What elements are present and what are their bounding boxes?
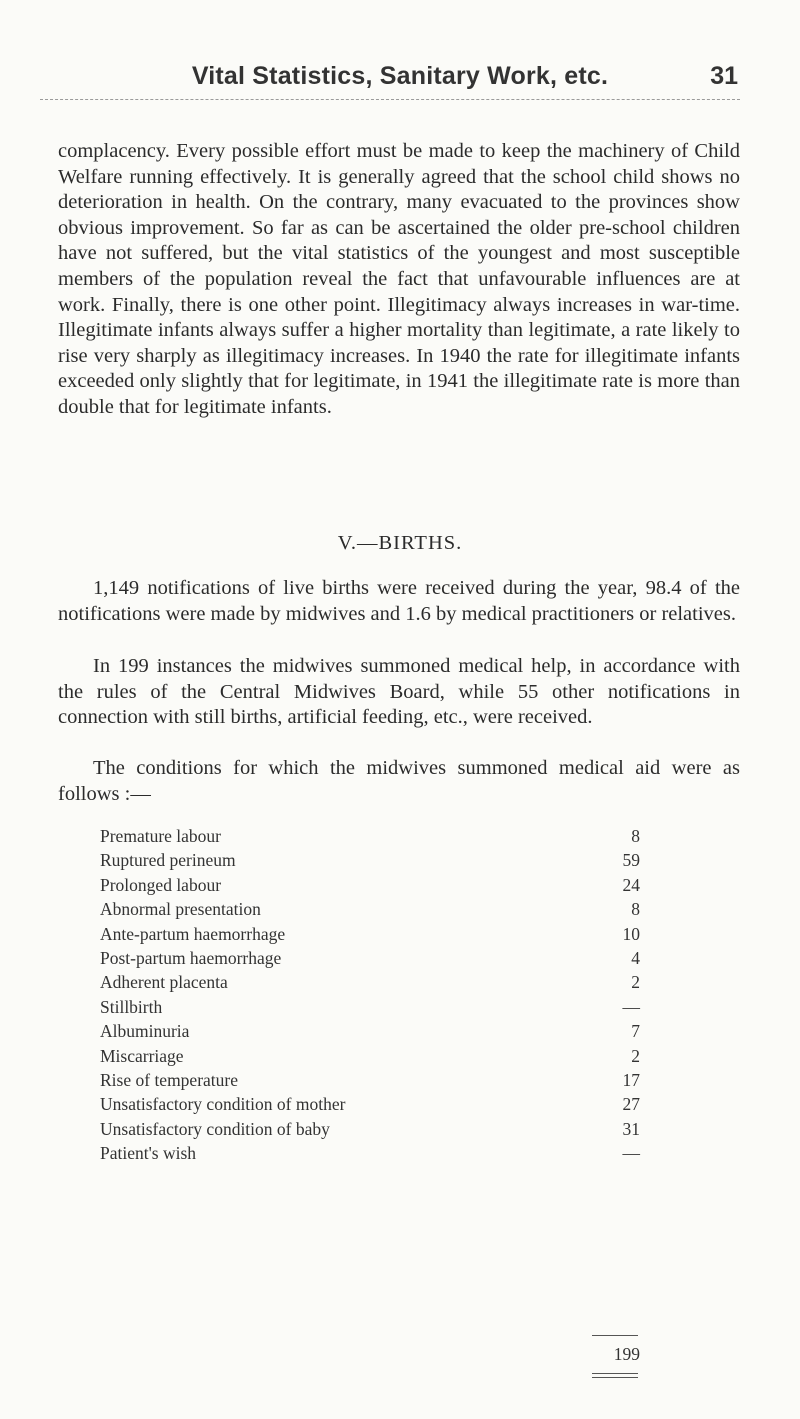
header-rule <box>40 99 740 100</box>
condition-count: — <box>622 996 640 1017</box>
table-row <box>100 1117 640 1141</box>
condition-label: Albuminuria <box>100 1021 190 1042</box>
table-row <box>100 946 640 970</box>
condition-label: Miscarriage <box>100 1045 184 1066</box>
total-rule <box>592 1335 638 1336</box>
table-row <box>100 873 640 897</box>
table-row <box>100 995 640 1019</box>
total-double-rule <box>592 1373 638 1378</box>
table-row <box>100 970 640 994</box>
table-row <box>100 897 640 921</box>
conditions-table <box>100 824 640 1165</box>
running-title: Vital Statistics, Sanitary Work, etc. <box>191 62 609 90</box>
condition-count: 2 <box>631 1045 640 1066</box>
condition-label: Unsatisfactory condition of mother <box>100 1094 346 1115</box>
condition-count: 27 <box>622 1094 640 1115</box>
table-row <box>100 1068 640 1092</box>
condition-count: 2 <box>631 972 640 993</box>
condition-label: Adherent placenta <box>100 972 228 993</box>
condition-label: Rise of temperature <box>100 1069 239 1090</box>
table-row <box>100 1092 640 1116</box>
births-notifications-paragraph: 1,149 notifications of live births were received during the year, 98.4 of the notifications were made by midwives and 1.6 by medical practitioners or relatives. <box>58 577 740 625</box>
table-row <box>100 1019 640 1043</box>
condition-count: 8 <box>631 899 640 920</box>
table-row <box>100 848 640 872</box>
page-number: 31 <box>710 62 738 90</box>
body-paragraph: complacency. Every possible effort must be made to keep the machinery of Child Welfare running effectively. It is generally agreed that the school child shows no deterioration in health. On the contrary, many evacuated to the provinces show obvious improvement. So far as can be ascertained the older pre-school children have not suffered, but the vital statistics of the youngest and most susceptible members of the population reveal the fact that unfavourable influences are at work. Finally, there is one other point. Illegitimacy always increases in war-time. Illegitimate infants always suffer a higher mortality than legitimate, a rate likely to rise very sharply as illegitimacy increases. In 1940 the rate for illegitimate infants exceeded only slightly that for legitimate, in 1941 the illegitimate rate is more than double that for legitimate infants. <box>58 140 740 418</box>
total-count: 199 <box>613 1344 640 1364</box>
condition-label: Abnormal presentation <box>100 899 261 920</box>
condition-count: 31 <box>622 1118 640 1139</box>
condition-label: Stillbirth <box>100 996 163 1017</box>
condition-count: 59 <box>622 850 640 871</box>
condition-label: Patient's wish <box>100 1143 197 1164</box>
condition-label: Premature labour <box>100 826 221 846</box>
medical-help-paragraph: In 199 instances the midwives summoned medical help, in accordance with the rules of the Central Midwives Board, while 55 other notifications in connection with still births, artificial feeding, etc., were received. <box>58 655 740 729</box>
condition-label: Unsatisfactory condition of baby <box>100 1118 330 1139</box>
table-row <box>100 1044 640 1068</box>
condition-label: Ante-partum haemorrhage <box>100 923 286 944</box>
condition-count: 8 <box>631 826 640 846</box>
table-row <box>100 922 640 946</box>
page-header <box>0 62 800 102</box>
conditions-intro-paragraph: The conditions for which the midwives summoned medical aid were as follows :— <box>58 757 740 805</box>
condition-count: — <box>622 1143 640 1164</box>
condition-count: 10 <box>622 923 640 944</box>
condition-count: 24 <box>622 874 640 895</box>
table-row <box>100 1141 640 1165</box>
section-heading: V.—BIRTHS. <box>337 532 463 554</box>
condition-count: 4 <box>631 947 640 968</box>
condition-count: 7 <box>631 1021 640 1042</box>
table-row <box>100 824 640 848</box>
condition-label: Prolonged labour <box>100 874 222 895</box>
condition-label: Ruptured perineum <box>100 850 236 871</box>
condition-label: Post-partum haemorrhage <box>100 947 282 968</box>
condition-count: 17 <box>622 1069 640 1090</box>
